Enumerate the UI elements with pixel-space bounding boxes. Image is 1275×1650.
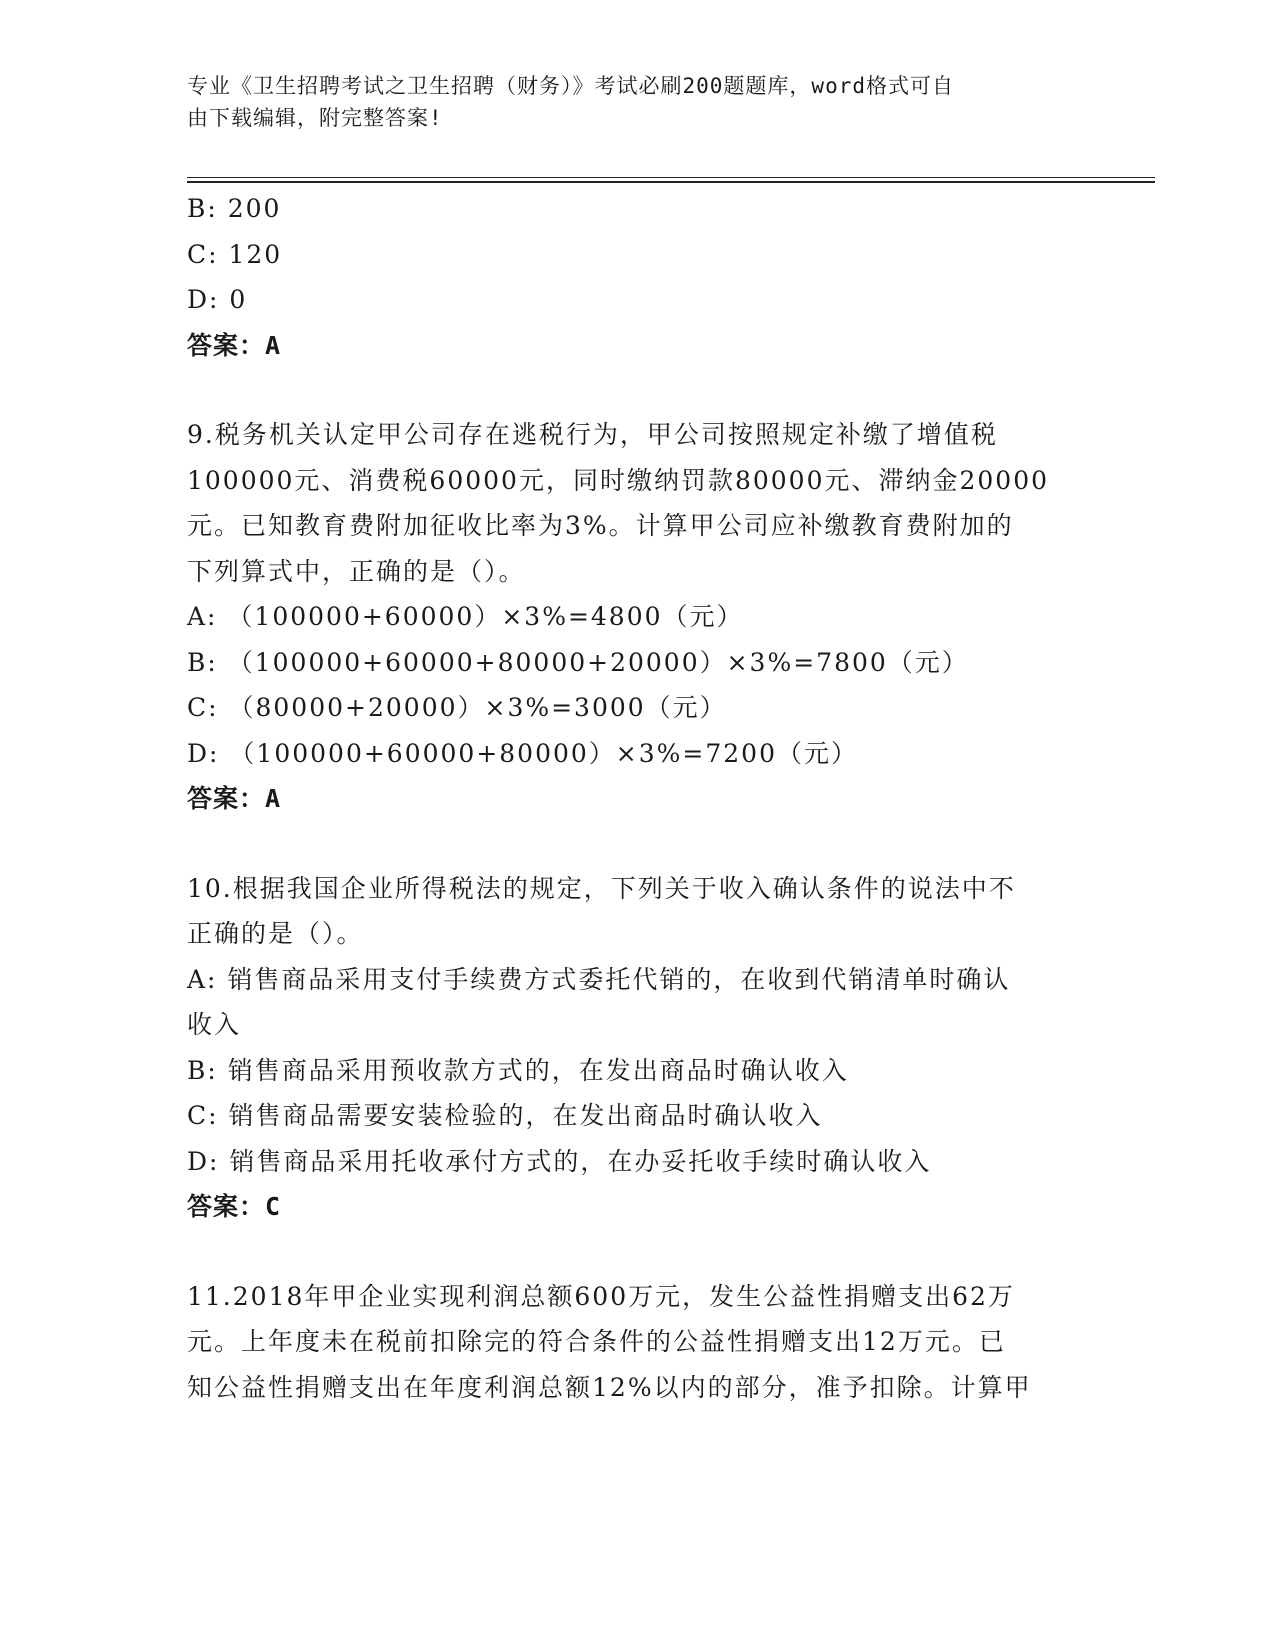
- question-stem-line: 100000元、消费税60000元，同时缴纳罚款80000元、滞纳金20000: [187, 465, 1050, 495]
- question-8: [187, 186, 1087, 368]
- spacer: [187, 822, 1087, 866]
- header-divider: [187, 177, 1155, 178]
- option-d: D: 销售商品采用托收承付方式的，在办妥托收手续时确认收入: [187, 1146, 932, 1176]
- question-stem-line: 11.2018年甲企业实现利润总额600万元，发生公益性捐赠支出62万: [187, 1281, 1015, 1311]
- option-c: C: （80000+20000）×3%=3000（元）: [187, 693, 727, 722]
- option-a-continued: 收入: [187, 1010, 242, 1039]
- question-11: [187, 1274, 1087, 1411]
- option-b: B: 销售商品采用预收款方式的，在发出商品时确认收入: [187, 1055, 849, 1085]
- option-d: D: 0: [187, 285, 248, 314]
- spacer: [187, 368, 1087, 412]
- question-stem-line: 9.税务机关认定甲公司存在逃税行为，甲公司按照规定补缴了增值税: [187, 420, 998, 449]
- question-stem-line: 10.根据我国企业所得税法的规定，下列关于收入确认条件的说法中不: [187, 873, 1016, 903]
- option-c: C: 销售商品需要安装检验的，在发出商品时确认收入: [187, 1101, 823, 1130]
- option-a: A: （100000+60000）×3%=4800（元）: [187, 602, 744, 631]
- question-10: [187, 866, 1087, 1230]
- header-divider: [187, 181, 1155, 183]
- answer-line: 答案：A: [187, 784, 282, 813]
- question-9: [187, 412, 1087, 822]
- option-c: C: 120: [187, 239, 283, 269]
- option-d: D: （100000+60000+80000）×3%=7200（元）: [187, 738, 858, 768]
- question-stem-line: 正确的是（）。: [187, 919, 364, 948]
- question-stem-line: 知公益性捐赠支出在年度利润总额12%以内的部分，准予扣除。计算甲: [187, 1372, 1032, 1402]
- answer-line: 答案：A: [187, 330, 282, 360]
- option-a: A: 销售商品采用支付手续费方式委托代销的，在收到代销清单时确认: [187, 964, 1011, 994]
- question-stem-line: 下列算式中，正确的是（）。: [187, 556, 526, 586]
- spacer: [187, 1230, 1087, 1274]
- header-line: 专业《卫生招聘考试之卫生招聘（财务）》考试必刷200题题库，word格式可自: [187, 74, 954, 98]
- question-stem-line: 元。上年度未在税前扣除完的符合条件的公益性捐赠支出12万元。已: [187, 1327, 1006, 1356]
- document-header: [187, 70, 1087, 134]
- question-stem-line: 元。已知教育费附加征收比率为3%。计算甲公司应补缴教育费附加的: [187, 511, 1014, 540]
- header-line: 由下载编辑，附完整答案!: [187, 106, 443, 130]
- option-b: B: （100000+60000+80000+20000）×3%=7800（元）: [187, 647, 969, 677]
- question-list: [187, 186, 1087, 1410]
- answer-line: 答案：C: [187, 1192, 282, 1221]
- option-b: B: 200: [187, 194, 282, 223]
